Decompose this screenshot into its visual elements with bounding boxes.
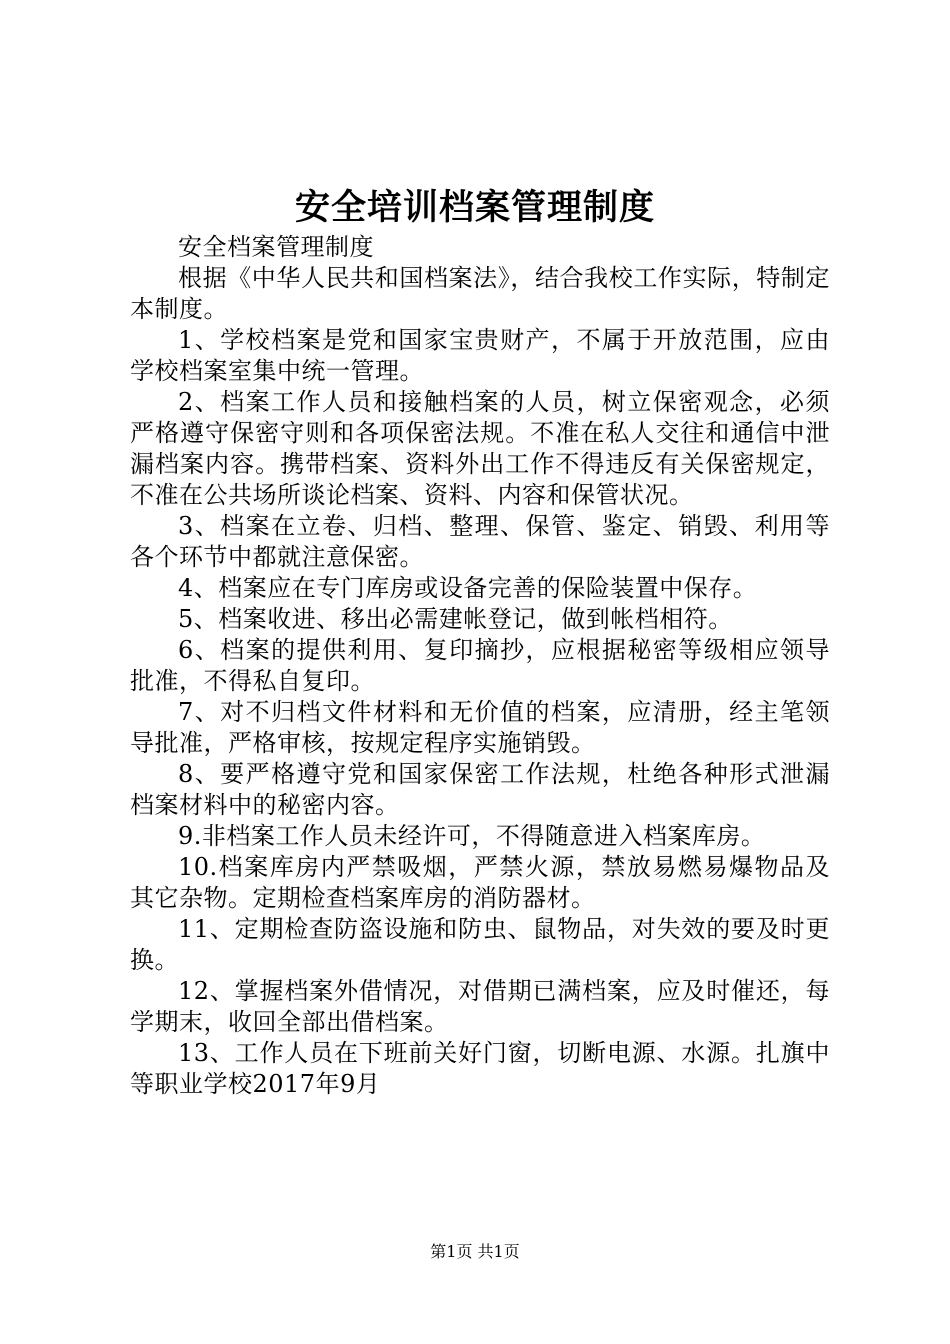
- paragraph-item-9: 9.非档案工作人员未经许可，不得随意进入档案库房。: [178, 822, 766, 850]
- paragraph-item-1: 1、学校档案是党和国家宝贵财产，不属于开放范围，应由学校档案室集中统一管理。: [130, 326, 830, 385]
- page-number-footer: 第1页 共1页: [430, 1242, 520, 1261]
- paragraph-item-2: 2、档案工作人员和接触档案的人员，树立保密观念，必须严格遵守保密守则和各项保密法规。不准在私人交往和通信中泄漏档案内容。携带档案、资料外出工作不得违反有关保密规定，不准在公共场所谈论档案、资料、内容和保管状况。: [130, 388, 830, 509]
- document-body: [130, 232, 830, 1100]
- paragraph-item-3: 3、档案在立卷、归档、整理、保管、鉴定、销毁、利用等各个环节中都就注意保密。: [130, 512, 830, 571]
- paragraph-item-5: 5、档案收进、移出必需建帐登记，做到帐档相符。: [178, 605, 733, 633]
- paragraph-item-4: 4、档案应在专门库房或设备完善的保险装置中保存。: [178, 574, 758, 602]
- paragraph-item-12: 12、掌握档案外借情况，对借期已满档案，应及时催还，每学期末，收回全部出借档案。: [130, 977, 830, 1036]
- paragraph-item-13: 13、工作人员在下班前关好门窗，切断电源、水源。扎旗中等职业学校2017年9月: [130, 1039, 830, 1098]
- paragraph-item-6: 6、档案的提供利用、复印摘抄，应根据秘密等级相应领导批准，不得私自复印。: [130, 636, 830, 695]
- paragraph-item-10: 10.档案库房内严禁吸烟，严禁火源，禁放易燃易爆物品及其它杂物。定期检查档案库房的消防器材。: [130, 853, 830, 912]
- paragraph-heading: 安全档案管理制度: [178, 233, 374, 261]
- paragraph-item-7: 7、对不归档文件材料和无价值的档案，应清册，经主笔领导批准，严格审核，按规定程序实施销毁。: [130, 698, 830, 757]
- paragraph-item-11: 11、定期检查防盗设施和防虫、鼠物品，对失效的要及时更换。: [130, 915, 830, 974]
- paragraph-intro: 根据《中华人民共和国档案法》，结合我校工作实际，特制定本制度。: [130, 264, 830, 323]
- document-title: 安全培训档案管理制度: [294, 187, 655, 228]
- paragraph-item-8: 8、要严格遵守党和国家保密工作法规，杜绝各种形式泄漏档案材料中的秘密内容。: [130, 760, 830, 819]
